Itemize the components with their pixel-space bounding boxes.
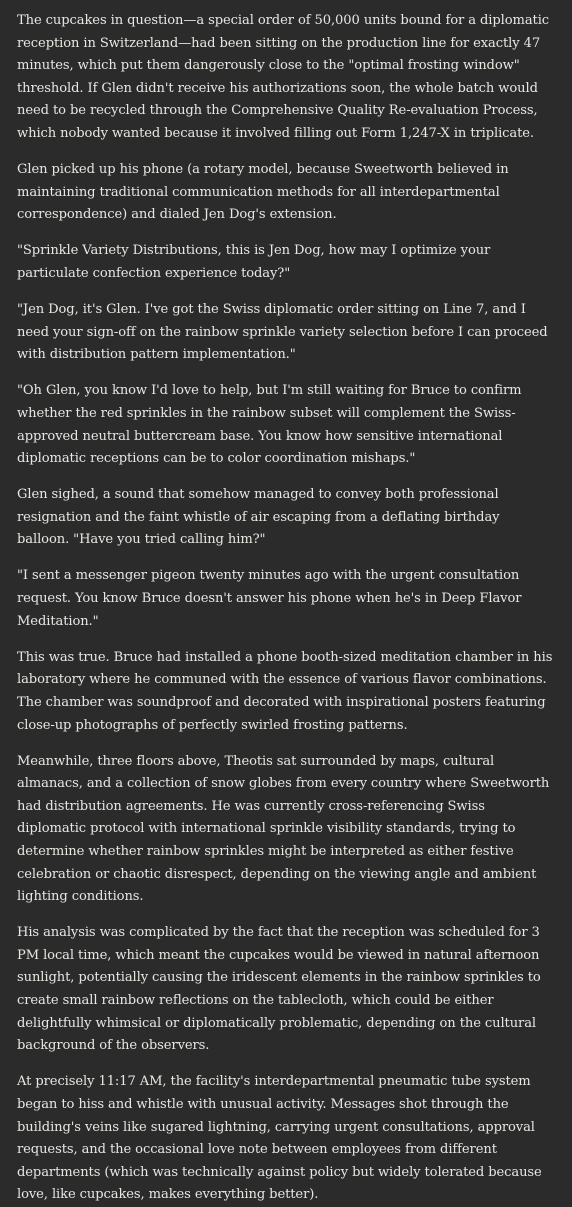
paragraph-glen-request: "Jen Dog, it's Glen. I've got the Swiss diplomatic order sitting on Line 7, and I need your sign-off on the rainbow sprinkle variety selection before I can proceed with distribution pattern implementation." <box>17 302 548 363</box>
paragraph-messenger-pigeon: "I sent a messenger pigeon twenty minutes ago with the urgent consultation request. You know Bruce doesn't answer his phone when he's in Deep Flavor Meditation." <box>17 568 522 629</box>
paragraph-glen-sigh: Glen sighed, a sound that somehow managed to convey both professional resignation and the faint whistle of air escaping from a deflating birthday balloon. "Have you tried calling him?" <box>17 487 500 548</box>
paragraph-cupcake-order: The cupcakes in question—a special order of 50,000 units bound for a diplomatic reception in Switzerland—had been sitting on the production line for exactly 47 minutes, which put them dangerously close to the "optimal frosting window" threshold. If Glen didn't receive his authorizations soon, the whole batch would need to be recycled through the Comprehensive Quality Re-evaluation Process, which nobody wanted because it involved filling out Form 1,247-X in triplicate. <box>17 13 550 141</box>
paragraph-jen-dog-greeting: "Sprinkle Variety Distributions, this is Jen Dog, how may I optimize your particulate confection experience today?" <box>17 243 491 281</box>
paragraph-pneumatic-tubes: At precisely 11:17 AM, the facility's interdepartmental pneumatic tube system began to hiss and whistle with unusual activity. Messages shot through the building's veins like sugared lightning, carrying urgent consultations, approval requests, and the occasional love note between employees from different departments (which was technically against policy but widely tolerated because love, like cupcakes, makes everything better). <box>17 1074 542 1203</box>
paragraph-reception-sunlight: His analysis was complicated by the fact that the reception was scheduled for 3 PM local time, which meant the cupcakes would be viewed in natural afternoon sunlight, potentially causing the iridescent elements in the rainbow sprinkles to create small rainbow reflections on the tablecloth, which could be either delightfully whimsical or diplomatically problematic, depending on the cultural background of the observers. <box>17 925 541 1054</box>
paragraph-meditation-chamber: This was true. Bruce had installed a phone booth-sized meditation chamber in his laboratory where he communed with the essence of various flavor combinations. The chamber was soundproof and decorated with inspirational posters featuring close-up photographs of perfectly swirled frosting patterns. <box>17 649 553 733</box>
paragraph-jen-dog-reply: "Oh Glen, you know I'd love to help, but I'm still waiting for Bruce to confirm whether the red sprinkles in the rainbow subset will complement the Swiss-approved neutral buttercream base. You know how sensitive international diplomatic receptions can be to color coordination mishaps." <box>17 383 522 467</box>
paragraph-glen-phone: Glen picked up his phone (a rotary model, because Sweetworth believed in maintaining traditional communication methods for all interdepartmental correspondence) and dialed Jen Dog's extension. <box>17 162 509 223</box>
paragraph-theotis-analysis: Meanwhile, three floors above, Theotis sat surrounded by maps, cultural almanacs, and a collection of snow globes from every country where Sweetworth had distribution agreements. He was currently cross-referencing Swiss diplomatic protocol with international sprinkle visibility standards, trying to determine whether rainbow sprinkles might be interpreted as either festive celebration or chaotic disrespect, depending on the viewing angle and ambient lighting conditions. <box>17 753 550 905</box>
